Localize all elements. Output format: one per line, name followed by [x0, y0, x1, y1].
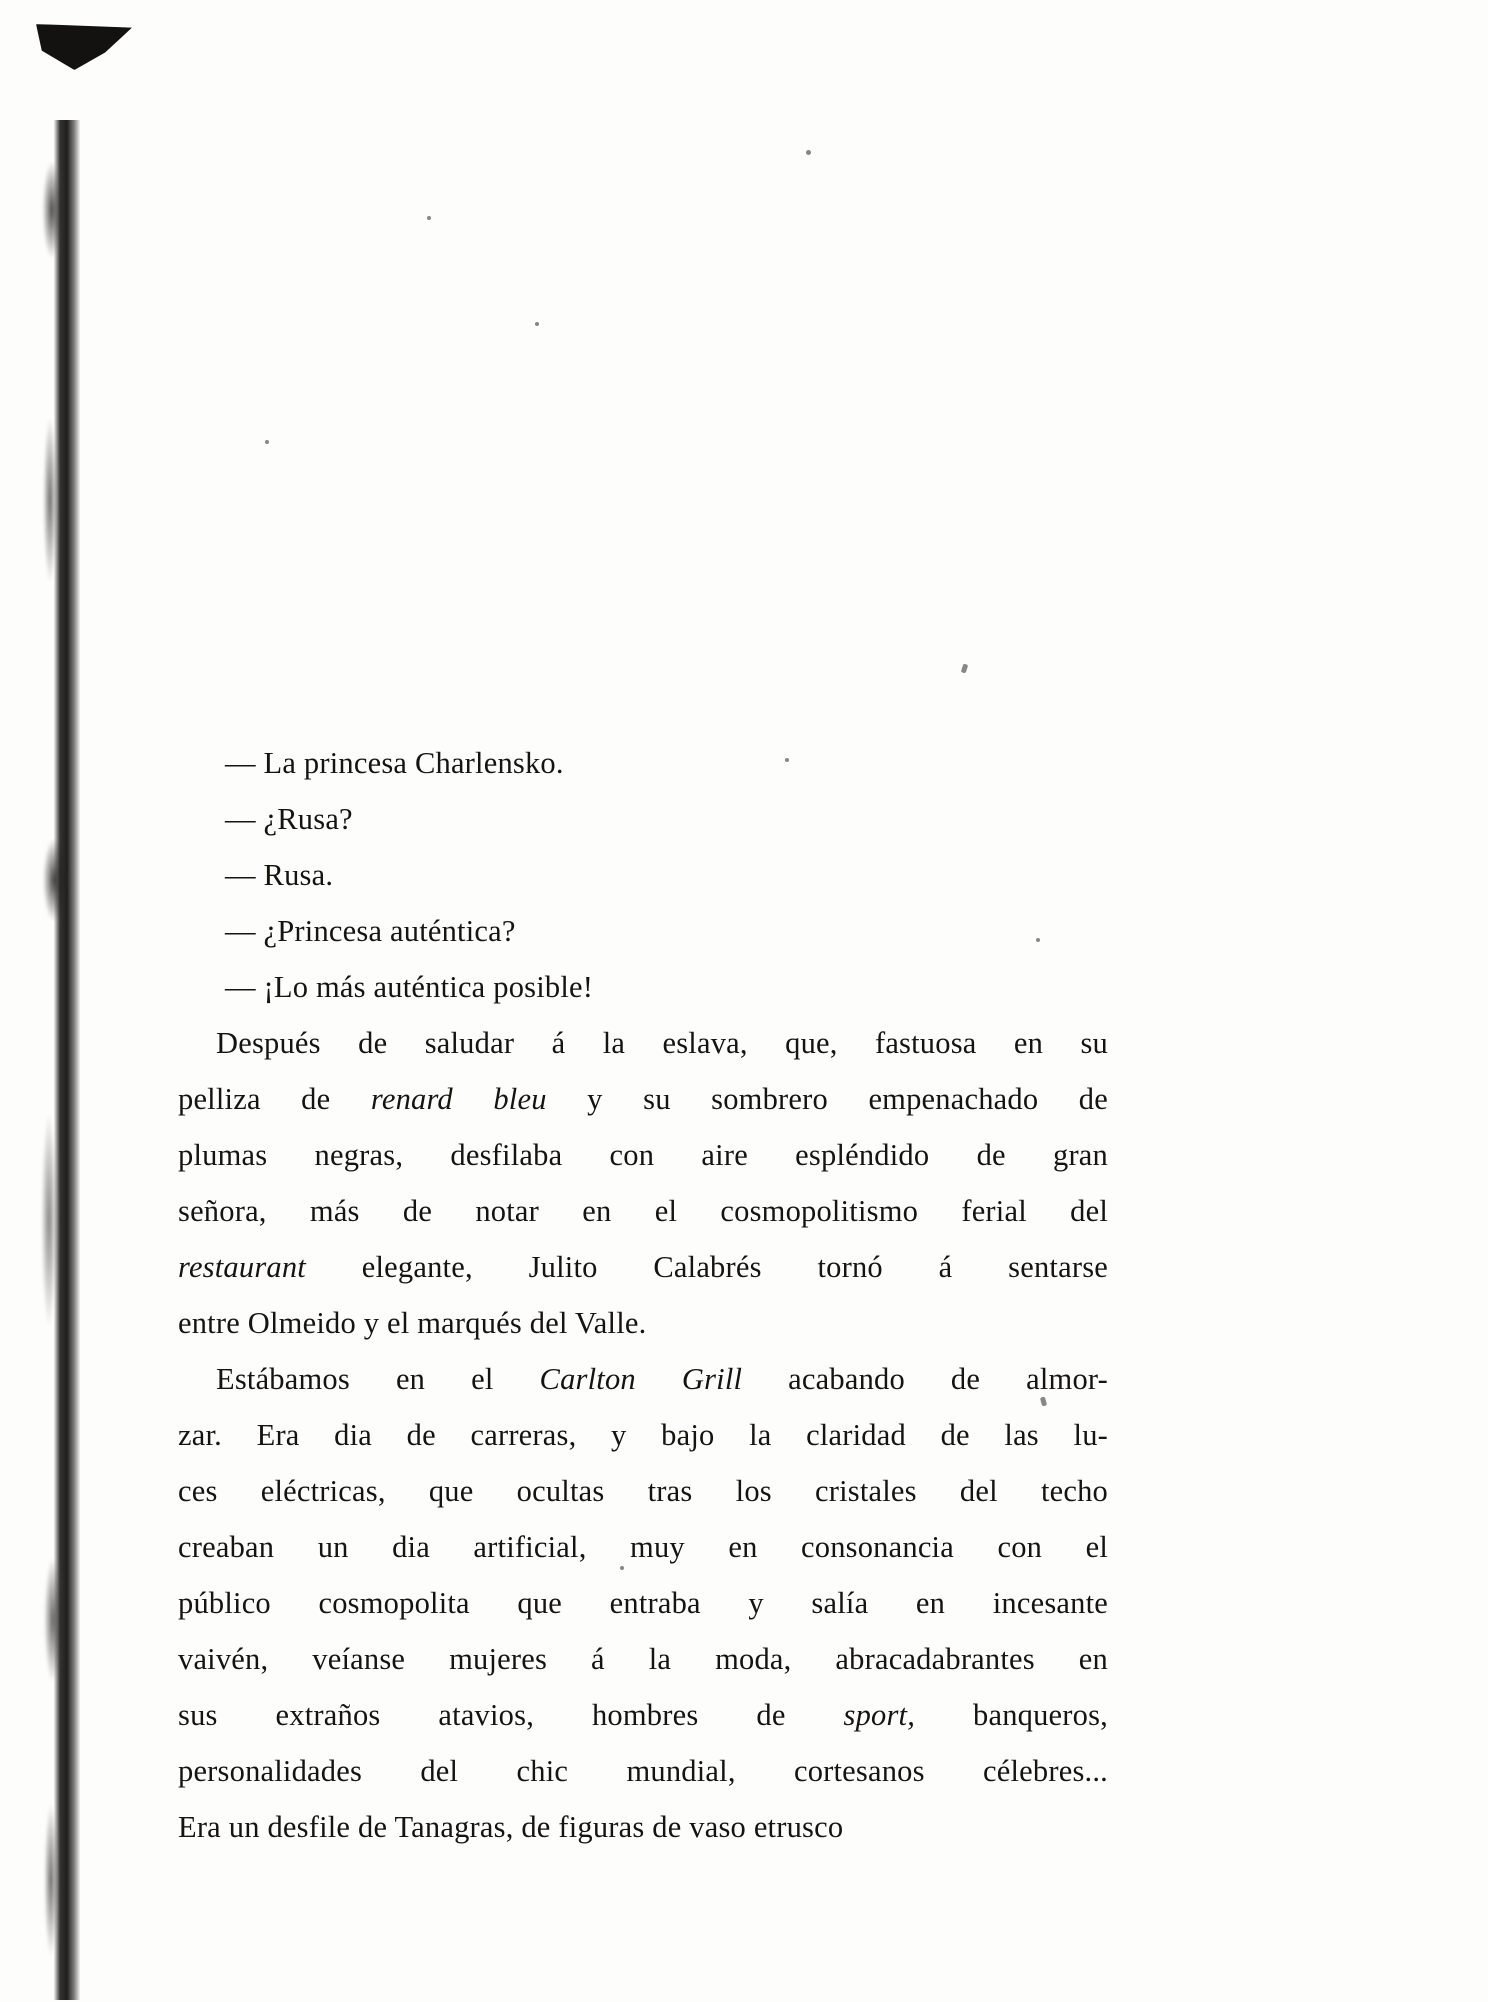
dialogue-line: — Rusa.: [225, 858, 334, 892]
paragraph-line: [178, 1687, 1108, 1743]
paragraph-line-segment: banqueros,: [915, 1698, 1108, 1732]
paragraph-line: [178, 1071, 1108, 1127]
paragraph-line: público cosmopolita que entraba y salía en incesante: [178, 1586, 1108, 1620]
scan-speck: [265, 440, 269, 444]
paragraph-line-segment: elegante, Julito Calabrés tornó á sentarse: [305, 1250, 1108, 1284]
italic-phrase: restaurant: [178, 1250, 306, 1284]
paragraph-line: plumas negras, desfilaba con aire espléndido de gran: [178, 1138, 1108, 1172]
dialogue-line: — ¿Princesa auténtica?: [225, 914, 516, 948]
paragraph-line: [178, 1351, 1108, 1407]
paragraph-line-segment: pelliza de: [178, 1082, 371, 1116]
paragraph-line-segment: acabando de almor-: [742, 1362, 1109, 1396]
dialogue-line: — ¡Lo más auténtica posible!: [225, 970, 594, 1004]
italic-phrase: renard bleu: [370, 1082, 547, 1116]
italic-phrase: Carlton Grill: [539, 1362, 743, 1396]
page-text-body: [178, 735, 1108, 1855]
scan-speck: [535, 322, 539, 326]
paragraph-line: zar. Era dia de carreras, y bajo la claridad de las lu-: [178, 1418, 1108, 1452]
paragraph-line: Era un desfile de Tanagras, de figuras de vaso etrusco: [178, 1810, 844, 1844]
paragraph-line: vaivén, veíanse mujeres á la moda, abracadabrantes en: [178, 1642, 1108, 1676]
scan-speck: [806, 150, 811, 155]
italic-phrase: sport,: [843, 1698, 916, 1732]
paragraph-line: Después de saludar á la eslava, que, fastuosa en su: [216, 1026, 1108, 1060]
paragraph-line: personalidades del chic mundial, cortesanos célebres...: [178, 1754, 1108, 1788]
paragraph-line: señora, más de notar en el cosmopolitismo ferial del: [178, 1194, 1108, 1228]
paragraph-line-segment: Estábamos en el: [216, 1362, 540, 1396]
paragraph-line: ces eléctricas, que ocultas tras los cristales del techo: [178, 1474, 1108, 1508]
paragraph-line: creaban un dia artificial, muy en consonancia con el: [178, 1530, 1108, 1564]
dialogue-line: — La princesa Charlensko.: [225, 746, 564, 780]
scan-gutter-shadow-artifact: [54, 120, 80, 2000]
paragraph-line-segment: y su sombrero empenachado de: [546, 1082, 1108, 1116]
dialogue-line: — ¿Rusa?: [225, 802, 353, 836]
paragraph-line-segment: sus extraños atavios, hombres de: [178, 1698, 844, 1732]
scan-speck: [961, 663, 969, 673]
paragraph-line: [178, 1239, 1108, 1295]
paragraph-line: entre Olmeido y el marqués del Valle.: [178, 1306, 647, 1340]
scan-corner-blot-artifact: [36, 24, 132, 70]
scan-speck: [427, 216, 431, 220]
